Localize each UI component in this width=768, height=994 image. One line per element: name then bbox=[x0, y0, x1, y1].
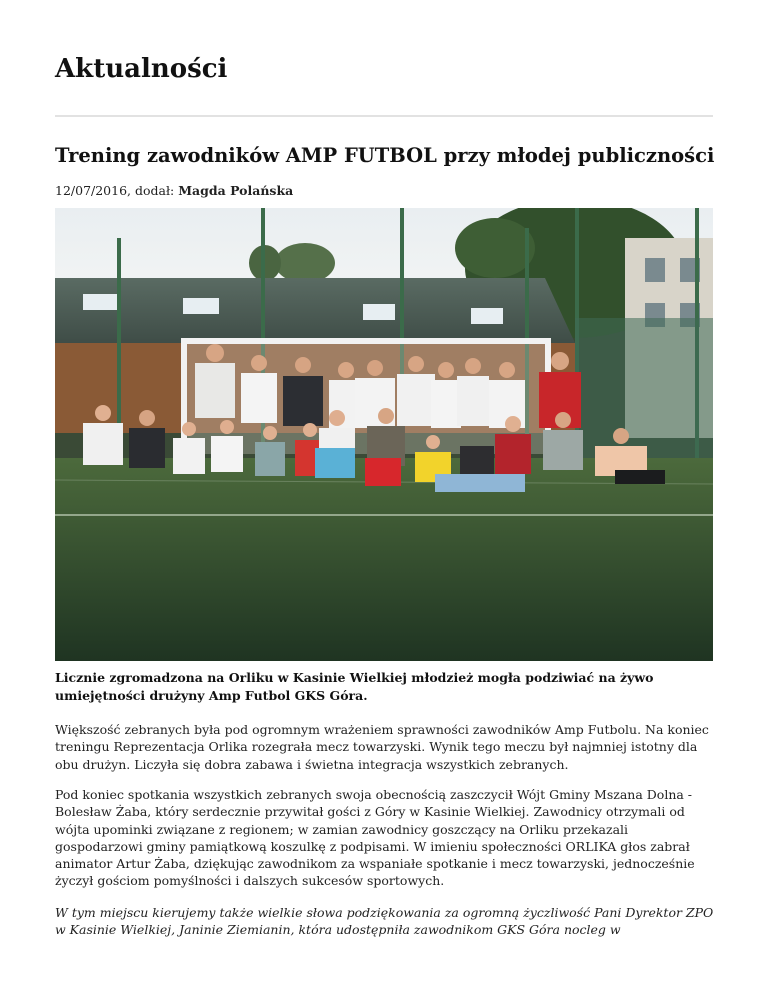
photo-caption: Licznie zgromadzona na Orliku w Kasinie Wielkiej młodzież mogła podziwiać na żywo umiejętności drużyny Amp Futbol GKS Góra. bbox=[55, 670, 654, 703]
article-date: 12/07/2016, dodał: bbox=[55, 183, 179, 198]
article-author[interactable]: Magda Polańska bbox=[178, 183, 294, 198]
page-title: Aktualności bbox=[55, 54, 228, 84]
article-paragraph: Pod koniec spotkania wszystkich zebranych swoja obecnością zaszczycił Wójt Gminy Mszana Dolna - Bolesław Żaba, który serdecznie przywitał gości z Góry w Kasinie Wielkiej. Zawodnicy otrzymali od wójta upominki związane z regionem; w zamian zawodnicy goszczący na Orliku przekazali gospodarzowi gminy pamiątkową koszulkę z podpisami. W imieniu społeczności ORLIKA głos zabrał animator Artur Żaba, dziękując zawodnikom za wspaniałe spotkanie i mecz towarzyski, jednocześnie życzył gościom pomyślności i dalszych sukcesów sportowych. bbox=[55, 787, 695, 889]
team-photo bbox=[55, 208, 713, 661]
article-meta bbox=[55, 182, 293, 200]
article-paragraph: Większość zebranych była pod ogromnym wrażeniem sprawności zawodników Amp Futbolu. Na koniec treningu Reprezentacja Orlika rozegrała mecz towarzyski. Wynik tego meczu był najmniej istotny dla obu drużyn. Liczyła się dobra zabawa i świetna integracja wszystkich zebranych. bbox=[55, 722, 709, 772]
divider bbox=[55, 115, 713, 117]
article-paragraph: W tym miejscu kierujemy także wielkie słowa podziękowania za ogromną życzliwość Pani Dyrektor ZPO w Kasinie Wielkiej, Janinie Ziemianin, która udostępniła zawodnikom GKS Góra nocleg w bbox=[55, 905, 714, 938]
article-title[interactable]: Trening zawodników AMP FUTBOL przy młodej publiczności bbox=[55, 144, 715, 167]
